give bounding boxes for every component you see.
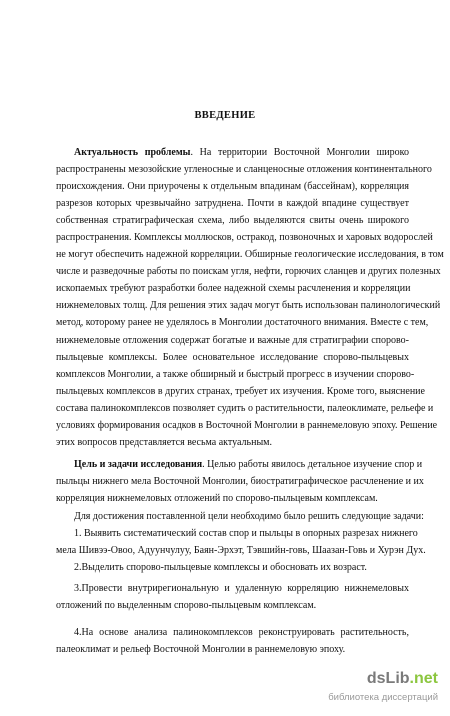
line-text: происхождения. Они приурочены к отдельным впадинам (бассейнам), корреляция xyxy=(56,181,409,192)
document-title: ВВЕДЕНИЕ xyxy=(194,110,256,121)
text-line xyxy=(56,248,444,261)
bold-lead: Актуальность проблемы xyxy=(74,147,191,158)
text-line xyxy=(56,316,429,329)
dslib-logo xyxy=(367,670,438,688)
line-text: распространены мезозойские угленосные и сланценосные отложения континентального xyxy=(56,164,432,175)
line-text: разрезов которых чрезвычайно затруднена. Почти в каждой впадине существует xyxy=(56,198,409,209)
bold-lead: Цель и задачи исследования xyxy=(74,459,203,470)
text-line xyxy=(56,402,434,415)
text-line xyxy=(56,180,409,193)
line-text: комплексов Монголии, а также обширный и быстрый прогресс в изучении спорово- xyxy=(56,369,415,380)
line-text: числе и разведочные работы по поискам угля, нефти, горючих сланцев и других полезных xyxy=(56,266,441,277)
text-line xyxy=(74,146,409,159)
text-line xyxy=(56,282,409,295)
text-line xyxy=(56,643,409,656)
line-text: этих вопросов представляется весьма актуальным. xyxy=(56,437,272,448)
text-line xyxy=(56,599,409,612)
text-line xyxy=(56,385,425,398)
text-line xyxy=(56,492,409,505)
text-line xyxy=(74,582,409,595)
text-line xyxy=(56,197,409,210)
line-text: ископаемых требуют разработки более надежной схемы расчленения и корреляции xyxy=(56,283,411,294)
text-line xyxy=(56,368,415,381)
text-line xyxy=(56,265,441,278)
line-text: Для достижения поставленной цели необходимо было решить следующие задачи: xyxy=(74,511,424,522)
text-line xyxy=(56,334,409,347)
line-text: состава палинокомплексов позволяет судить о растительности, палеоклимате, рельефе и xyxy=(56,403,434,414)
line-text: пыльцевые комплексы. Более основательное исследование спорово-пыльцевых xyxy=(56,352,409,363)
watermark xyxy=(318,670,438,710)
line-text: нижнемеловые отложения содержат богатые и важные для стратиграфии спорово- xyxy=(56,335,409,346)
text-line xyxy=(74,458,423,471)
text-line xyxy=(56,214,409,227)
line-text: . Целью работы явилось детальное изучение спор и xyxy=(202,459,423,470)
text-line xyxy=(56,299,441,312)
logo-prefix: ds xyxy=(366,670,386,687)
text-line xyxy=(74,527,418,540)
line-text: 3.Провести внутрирегиональную и удаленную корреляцию нижнемеловых xyxy=(74,583,409,594)
line-text: условиях формирования осадков в Восточной Монголии в раннемеловую эпоху. Решение xyxy=(56,420,438,431)
line-text: распространения. Комплексы моллюсков, остракод, позвоночных и харовых водорослей xyxy=(56,232,433,243)
logo-lib: Lib xyxy=(385,670,410,687)
text-line xyxy=(56,351,409,364)
line-text: нижнемеловых толщ. Для решения этих задач могут быть использован палинологический xyxy=(56,300,441,311)
text-line xyxy=(56,475,424,488)
text-line xyxy=(74,626,409,639)
line-text: 4.На основе анализа палинокомплексов реконструировать растительность, xyxy=(74,627,409,638)
line-text: отложений по выделенным спорово-пыльцевым комплексам. xyxy=(56,600,317,611)
line-text: пыльцы нижнего мела Восточной Монголии, биостратиграфическое расчленение и их xyxy=(56,476,424,487)
logo-suffix: .net xyxy=(409,670,438,687)
watermark-subtitle: библиотека диссертаций xyxy=(328,692,438,703)
line-text: 1. Выявить систематический состав спор и пыльцы в опорных разрезах нижнего xyxy=(74,528,418,539)
line-text: не могут обеспечить надежной корреляции. Обширные геологические исследования, в том xyxy=(56,249,444,260)
line-text: корреляция нижнемеловых отложений по спорово-пыльцевым комплексам. xyxy=(56,493,378,504)
line-text: метод, которому ранее не уделялось в Монголии достаточного внимания. Вместе с тем, xyxy=(56,317,429,328)
line-text: собственная стратиграфическая схема, либо выделяются свиты очень широкого xyxy=(56,215,409,226)
text-line xyxy=(56,436,409,449)
text-line xyxy=(56,419,438,432)
text-line xyxy=(56,231,433,244)
line-text: мела Шивээ-Овоо, Адуунчулуу, Баян-Эрхэт, Тэвшийн-говь, Шаазан-Говь и Хурэн Дух. xyxy=(56,545,426,556)
line-text: 2.Выделить спорово-пыльцевые комплексы и обосновать их возраст. xyxy=(74,562,367,573)
line-text: . На территории Восточной Монголии широко xyxy=(190,147,409,158)
line-text: пыльцевых комплексов в других странах, требует их изучения. Кроме того, выяснение xyxy=(56,386,425,397)
text-line xyxy=(74,561,409,574)
line-text: палеоклимат и рельеф Восточной Монголии в раннемеловую эпоху. xyxy=(56,644,346,655)
text-line xyxy=(56,544,426,557)
text-line xyxy=(74,510,424,523)
text-line xyxy=(56,163,432,176)
